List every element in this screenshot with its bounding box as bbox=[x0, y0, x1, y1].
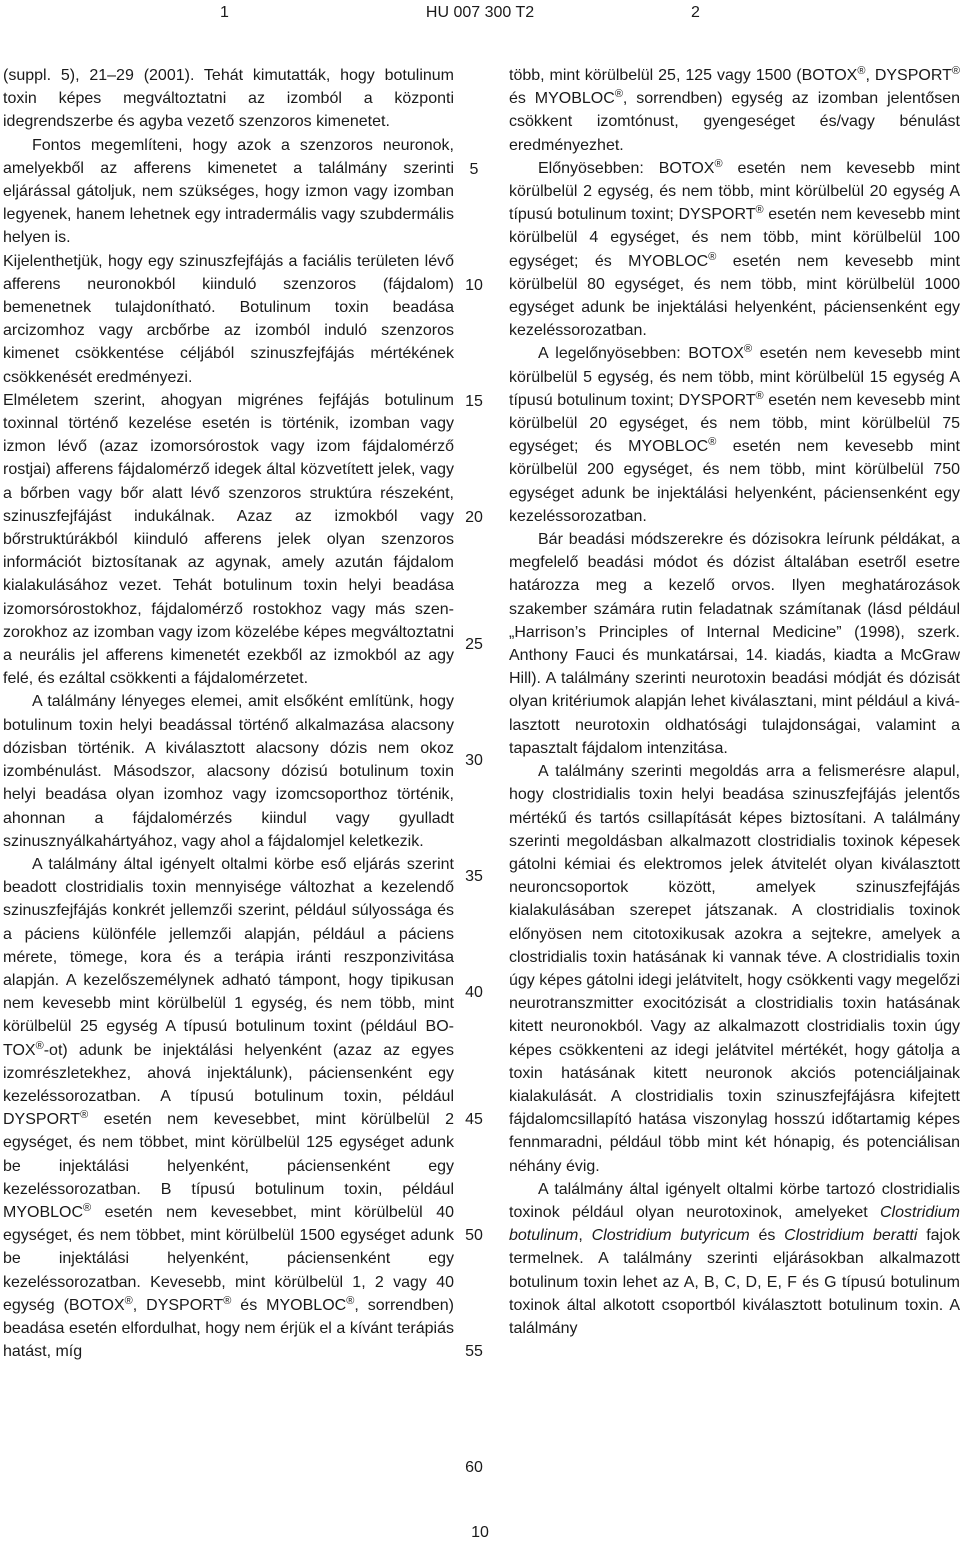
right-column bbox=[509, 64, 960, 1340]
right-page-number: 2 bbox=[691, 4, 700, 21]
line-number-15: 15 bbox=[465, 393, 483, 410]
right-paragraph-1: több, mint körülbelül 25, 125 vagy 1500 (BOTOX®, DYSPORT® és MYOBLOC®, sorrendben) egység az izomban jelentősen csökkent izomtónust, gyengeséget és/vagy bénulást eredményezhet. bbox=[509, 65, 960, 154]
right-paragraph-6: A találmány által igényelt oltalmi körbe tartozó clostridialis toxinok például olyan neurotoxinok, amelyeket Clostridium botulinum, Clostridium butyricum és Clostridium beratti fajok termelnek. A találmány szerinti eljárásokban alkalmazott botulinum toxin lehet az A, B, C, D, E, F és G típusú botulinum toxinok által alkotott csoportból kiválasztott botulinum toxin. A találmány bbox=[509, 1180, 960, 1337]
line-number-35: 35 bbox=[465, 868, 483, 885]
left-page-number: 1 bbox=[220, 4, 229, 21]
left-paragraph-3: Kijelenthetjük, hogy egy szinuszfejfájás a faciális területen lévő afferens neuronokból kiinduló szenzoros (fájdalom) bemenetnek tulajdonítható. Botulinum toxin beadása arcizomhoz vagy arcbőrbe az izomból induló szenzoros kimenet csökkentése céljából szinuszfejfájás mértékének csökkenését eredményezi. bbox=[3, 252, 454, 386]
line-number-20: 20 bbox=[465, 509, 483, 526]
right-paragraph-3: A legelőnyösebben: BOTOX® esetén nem kevesebb mint körülbelül 5 egység, és nem több, mint körülbelül 15 egység A típusú botulinum toxint; DYSPORT® esetén nem kevesebb mint körülbelül 20 egységet, és nem több, mint körülbelül 75 egységet; és MYOBLOC® esetén nem kevesebb mint körülbelül 200 egységet, és nem több, mint körülbelül 750 egységet adunk be injektálási helyenként, páciensenként egy kezeléssorozatban. bbox=[509, 343, 960, 525]
left-paragraph-1: (suppl. 5), 21–29 (2001). Tehát kimutatták, hogy botulinum toxin képes megváltoztatni az izomból a központi idegrendszerbe és agyba vezető szenzoros kimenetet. bbox=[3, 67, 454, 131]
left-paragraph-2: Fontos megemlíteni, hogy azok a szenzoros neuronok, amelyekből az afferens kimenetet a találmány szerinti eljárással gátoljuk, nem szükséges, hogy izmon vagy izomban legyenek, hanem lehetnek egy intradermális vagy szubdermális helyen is. bbox=[3, 136, 454, 247]
line-number-5: 5 bbox=[469, 161, 479, 178]
line-number-25: 25 bbox=[465, 636, 483, 653]
line-number-10: 10 bbox=[465, 277, 483, 294]
line-number-55: 55 bbox=[465, 1343, 483, 1360]
right-paragraph-5: A találmány szerinti megoldás arra a felismerésre alapul, hogy clostridialis toxin helyi beadása szinuszfejfájás jelentős mértékű és tartós csillapítását képes biztosítani. A találmány szerinti megoldásban alkalmazott clostridialis toxinok képesek gátolni kémiai és elektromos jelek átvitelét olyan kiválasztott neuroncsoportok között, amelyek szinuszfejfájás kialakulásában szerepet játszanak. A clostridialis toxinok előnyösen nem citotoxikusak azokra a sejtekre, amelyek a clostridialis toxin hatásának ki vannak téve. A clostridialis toxin úgy képes gátolni idegi jelátvitelt, hogy csökkenti vagy megelőzi neurotranszmitter exocitózisát a clostridialis toxin hatásának kitett neuronokból. Vagy az alkalmazott clostridialis toxin úgy képes csökkenteni az idegi jelátvitel mértékét, hogy gátolja a toxin hatásának kitett neuronok akciós potenciáljainak kialakulását. A clostridialis toxin szinuszfejfájásra kifejtett fájdalomcsillapító hatása viszonylag hosszú időtartamig képes fennmaradni, például több mint két hónapig, és potenciálisan néhány évig. bbox=[509, 763, 960, 1175]
line-number-30: 30 bbox=[465, 752, 483, 769]
right-paragraph-2: Előnyösebben: BOTOX® esetén nem kevesebb mint körülbelül 2 egység, és nem több, mint körülbelül 20 egység A típusú botulinum toxint; DYSPORT® esetén nem kevesebb mint körülbelül 4 egységet, és nem több, mint körülbelül 100 egységet; és MYOBLOC® esetén nem kevesebb mint körülbelül 80 egységet, és nem több, mint körülbelül 1000 egységet adunk be injektálási helyenként, páciensenként egy kezeléssorozatban. bbox=[509, 157, 960, 340]
left-column bbox=[3, 64, 454, 1363]
left-paragraph-4: Elméletem szerint, ahogyan migrénes fejfájás botulinum toxinnal történő kezelése esetén is történik, izomban vagy izmon lévő (azaz izomorsórostok vagy izom fájdalomérző rostjai) afferens fájdalomérző idegek által közvetített jelek, vagy a bőrben vagy bőr alatt lévő szenzoros struktúra részeként, szinuszfejfájást indukálnak. Azaz az izmokból vagy bőrstruktúrákból kiinduló afferens jelek olyan szenzoros információt biztosítanak az agynak, amely azután fájdalom kialakulásához vezet. Tehát botulinum toxin helyi beadása izomorsórostokhoz, fájdalomérző rostokhoz vagy más szenzorokhoz az izomban vagy izom közelébe képes megváltoztatni a neurális jel afferens kimenetét ezekből az izmokból az agy felé, és ezáltal csökkenti a fájdalomérzetet. bbox=[3, 391, 454, 688]
page-number: 10 bbox=[471, 1524, 489, 1541]
document-id: HU 007 300 T2 bbox=[425, 4, 535, 21]
line-number-50: 50 bbox=[465, 1227, 483, 1244]
left-paragraph-5: A találmány lényeges elemei, amit elsőként említünk, hogy botulinum toxin helyi beadással történő alkalmazása alacsony dózisban történik. A kiválasztott alacsony dózis nem okoz izombénulást. Másodszor, alacsony dózisú botulinum toxin helyi beadása olyan izomhoz vagy izomcsoporthoz történik, ahonnan a fájdalomérzés kiindul vagy gyulladt szinusznyálkahártyához, vagy ahol a fájdalomjel keletkezik. bbox=[3, 693, 454, 850]
line-number-45: 45 bbox=[465, 1111, 483, 1128]
right-paragraph-4: Bár beadási módszerekre és dózisokra leírunk példákat, a megfelelő beadási módot és dózist általában esetről esetre határozza meg a kezelő orvos. Ilyen meghatározások szakember számára rutin feladatnak számítanak (lásd például „Harrison’s Principles of Internal Medicine” (1998), szerk. Anthony Fauci és munkatársai, 14. kiadás, kiadta a McGraw Hill). A találmány szerinti neurotoxin beadási módját és dózisát olyan kritériumok alapján lehet kiválasztani, mint például a kiválasztott neurotoxin oldhatósági tulajdonságai, valamint a tapasztalt fájdalom intenzitása. bbox=[509, 531, 960, 757]
line-number-40: 40 bbox=[465, 984, 483, 1001]
left-paragraph-6: A találmány által igényelt oltalmi körbe eső eljárás szerint beadott clostridialis toxin mennyisége változhat a kezelendő szinuszfejfájás konkrét jellemzői szerint, például súlyossága és a páciens különféle jellemzői alapján, például a páciens mérete, tömege, kora és a terápia iránti reszponzivitása alapján. A kezelőszemélynek adható támpont, hogy tipikusan nem kevesebb mint körülbelül 1 egység, és nem több, mint körülbelül 25 egység A típusú botulinum toxint (például BOTOX®-ot) adunk be injektálási helyenként (azaz az egyes izomrészletekhez, ahová injektálunk), páciensenként egy kezeléssorozatban. A típusú botulinum toxin, például DYSPORT® esetén nem kevesebbet, mint körülbelül 2 egységet, és nem többet, mint körülbelül 125 egységet adunk be injektálási helyenként, páciensenként egy kezeléssorozatban. B típusú botulinum toxin, például MYOBLOC® esetén nem kevesebbet, mint körülbelül 40 egységet, és nem többet, mint körülbelül 1500 egységet adunk be injektálási helyenként, páciensenként egy kezeléssorozatban. Kevesebb, mint körülbelül 1, 2 vagy 40 egység (BOTOX®, DYSPORT® és MYOBLOC®, sorrendben) beadása esetén elfordulhat, hogy nem érjük el a kívánt terápiás hatást, míg bbox=[3, 855, 455, 1361]
line-number-60: 60 bbox=[465, 1459, 483, 1476]
